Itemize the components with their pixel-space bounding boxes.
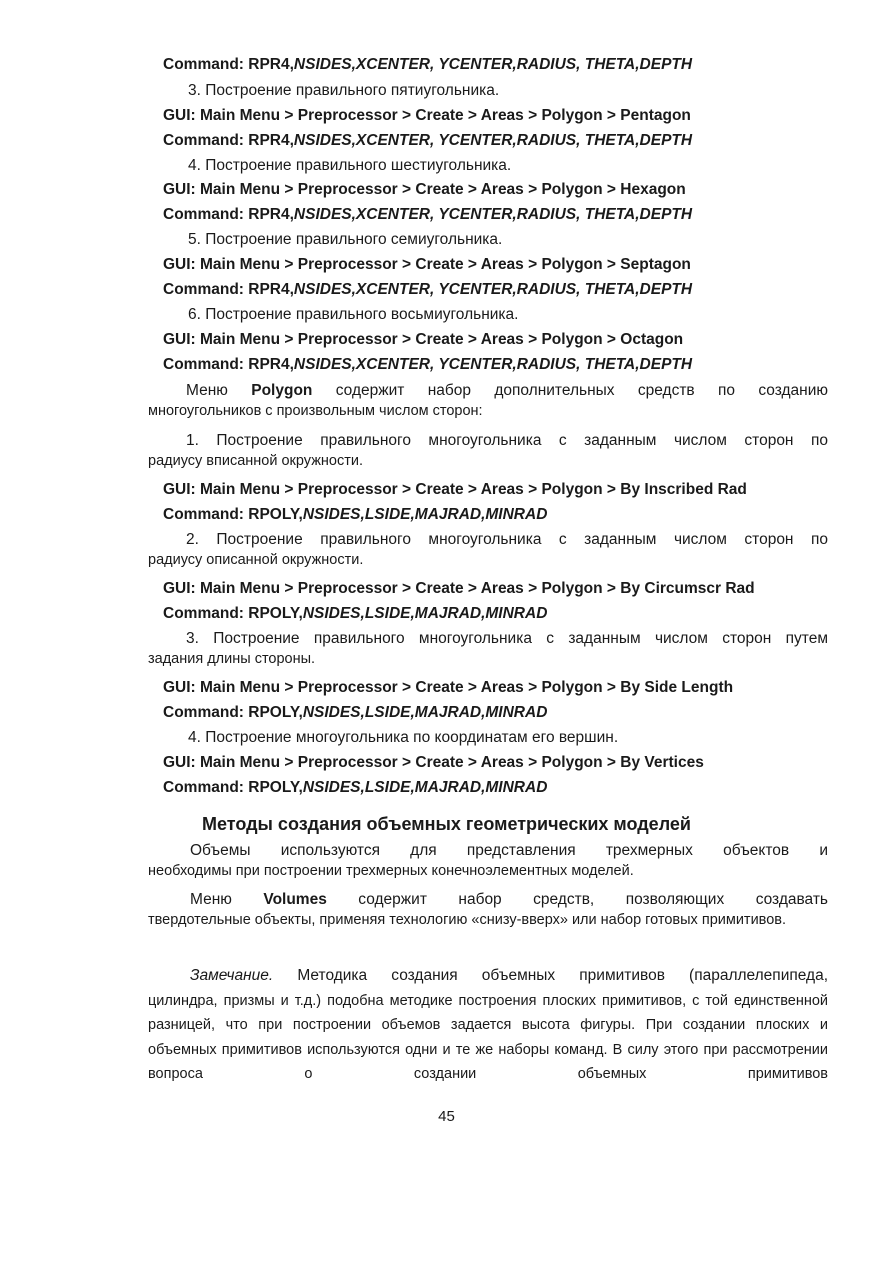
menu-name: Volumes	[263, 891, 327, 908]
list-item: 4. Построение многоугольника по координатам его вершин.	[188, 729, 619, 746]
gui-path: GUI: Main Menu > Preprocessor > Create > Areas > Polygon > By Circumscr Rad	[163, 580, 755, 597]
gui-path: GUI: Main Menu > Preprocessor > Create > Areas > Polygon > Septagon	[163, 256, 691, 273]
list-item: 6. Построение правильного восьмиугольника.	[188, 306, 519, 323]
paragraph: Объемы используются для представления трехмерных объектов и необходимы при построении трехмерных конечноэлементных моделей.	[148, 842, 828, 879]
command-line: Command: RPOLY,NSIDES,LSIDE,MAJRAD,MINRAD	[163, 506, 548, 523]
section-heading: Методы создания объемных геометрических моделей	[202, 814, 691, 834]
list-item: 3. Построение правильного пятиугольника.	[188, 82, 500, 99]
command-line: Command: RPR4,NSIDES,XCENTER, YCENTER,RADIUS, THETA,DEPTH	[163, 132, 693, 149]
command-line	[163, 55, 692, 75]
gui-path: GUI: Main Menu > Preprocessor > Create > Areas > Polygon > Octagon	[163, 331, 684, 348]
command-line: Command: RPR4,NSIDES,XCENTER, YCENTER,RADIUS, THETA,DEPTH	[163, 281, 693, 298]
command-args: NSIDES,XCENTER, YCENTER,RADIUS, THETA,DEPTH	[293, 56, 693, 73]
gui-path: GUI: Main Menu > Preprocessor > Create > Areas > Polygon > Hexagon	[163, 181, 686, 198]
paragraph: Меню Volumes содержит набор средств, позволяющих создавать твердотельные объекты, применяя технологию «снизу-вверх» или набор готовых примитивов.	[148, 891, 829, 928]
list-item: 3. Построение правильного многоугольника с заданным числом сторон путем задания длины стороны.	[148, 630, 828, 667]
list-item: 4. Построение правильного шестиугольника.	[188, 157, 512, 174]
gui-path: GUI: Main Menu > Preprocessor > Create > Areas > Polygon > By Vertices	[163, 754, 704, 771]
list-item: 1. Построение правильного многоугольника с заданным числом сторон по радиусу вписанной окружности.	[148, 432, 828, 469]
command-line: Command: RPR4,NSIDES,XCENTER, YCENTER,RADIUS, THETA,DEPTH	[163, 206, 693, 223]
command-line: Command: RPOLY,NSIDES,LSIDE,MAJRAD,MINRAD	[163, 605, 548, 622]
command-prefix: Command: RPR4,	[163, 56, 294, 73]
page-number: 45	[438, 1108, 455, 1125]
gui-path: GUI: Main Menu > Preprocessor > Create > Areas > Polygon > Pentagon	[163, 107, 691, 124]
list-item: 2. Построение правильного многоугольника с заданным числом сторон по радиусу описанной окружности.	[148, 531, 828, 568]
gui-path: GUI: Main Menu > Preprocessor > Create > Areas > Polygon > By Side Length	[163, 679, 734, 696]
list-item: 5. Построение правильного семиугольника.	[188, 231, 503, 248]
paragraph-note: Замечание. Методика создания объемных примитивов (параллелепипеда, цилиндра, призмы и т.д.) подобна методике построения плоских примитивов, с той единственной разницей, что при построении объемов задается высота фигуры. При создании плоских и объемных примитивов используются одни и те же наборы команд. В силу этого при рассмотрении вопроса о создании объемных примитивов	[148, 967, 828, 1082]
command-line: Command: RPOLY,NSIDES,LSIDE,MAJRAD,MINRAD	[163, 779, 548, 796]
command-line: Command: RPOLY,NSIDES,LSIDE,MAJRAD,MINRAD	[163, 704, 548, 721]
paragraph-polygon: Меню Polygon содержит набор дополнительных средств по созданию многоугольников с произвольным числом сторон:	[148, 382, 829, 419]
gui-path: GUI: Main Menu > Preprocessor > Create > Areas > Polygon > By Inscribed Rad	[163, 481, 747, 498]
command-line: Command: RPR4,NSIDES,XCENTER, YCENTER,RADIUS, THETA,DEPTH	[163, 356, 693, 373]
menu-name: Polygon	[251, 382, 313, 399]
note-label: Замечание.	[190, 967, 274, 984]
